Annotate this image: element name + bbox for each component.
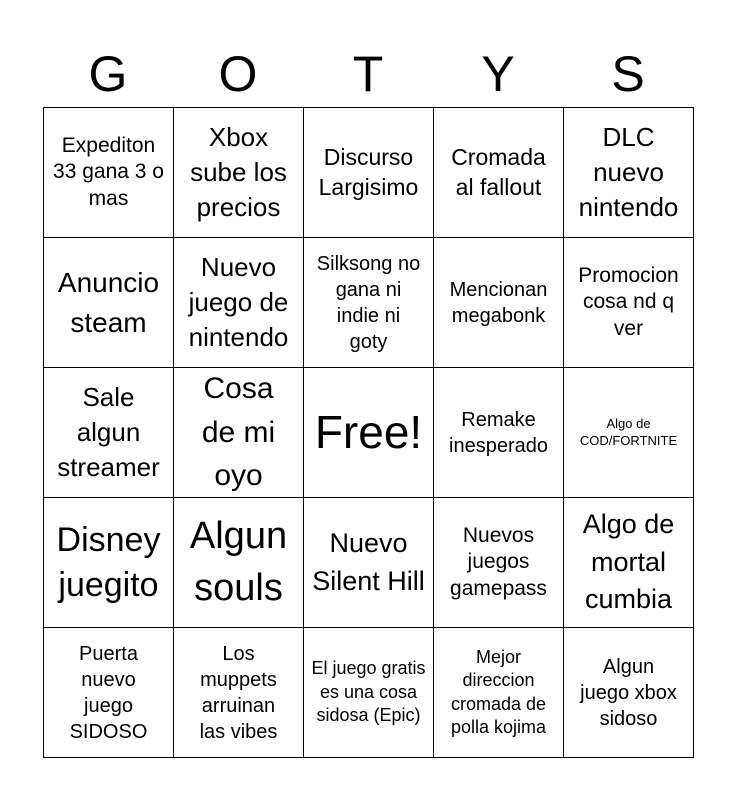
cell-text: Expediton 33 gana 3 o mas [53, 134, 164, 210]
cell-text: Cromada al fallout [451, 143, 546, 200]
bingo-cell-r1c4[interactable] [434, 108, 564, 238]
cell-text: El juego gratis es una cosa sidosa (Epic) [311, 658, 426, 726]
bingo-cell-r4c4[interactable] [434, 498, 564, 628]
bingo-cell-r1c1[interactable] [44, 108, 174, 238]
cell-text: Nuevo Silent Hill [312, 527, 425, 596]
cell-text: Remake inesperado [449, 408, 548, 457]
bingo-cell-r4c5[interactable] [564, 498, 694, 628]
bingo-cell-r5c2[interactable] [174, 628, 304, 758]
cell-text: Anuncio steam [57, 266, 160, 338]
cell-text: DLC nuevo nintendo [578, 121, 679, 223]
bingo-cell-r1c5[interactable] [564, 108, 694, 238]
bingo-cell-r3c4[interactable] [434, 368, 564, 498]
bingo-cell-r5c5[interactable] [564, 628, 694, 758]
bingo-cell-r3c5[interactable] [564, 368, 694, 498]
cell-text: Sale algun streamer [57, 381, 160, 483]
bingo-cell-r5c4[interactable] [434, 628, 564, 758]
cell-text: Cosa de mi oyo [201, 372, 276, 493]
cell-text: Los muppets arruinan las vibes [199, 642, 278, 743]
bingo-header [43, 40, 693, 108]
cell-text: Algun juego xbox sidoso [580, 655, 677, 730]
cell-text: Silksong no gana ni indie ni goty [316, 252, 421, 353]
bingo-cell-r5c3[interactable] [304, 628, 434, 758]
cell-text: Nuevos juegos gamepass [450, 524, 547, 600]
bingo-cell-r3c1[interactable] [44, 368, 174, 498]
header-letter-g: G [88, 46, 128, 102]
cell-text: Algo de COD/FORTNITE [579, 415, 678, 448]
cell-text: Free! [314, 405, 423, 458]
header-letter-y: Y [481, 46, 515, 102]
header-letter-o: O [218, 46, 258, 102]
cell-text: Discurso Largisimo [318, 143, 419, 200]
cell-text: Mejor direccion cromada de polla kojima [450, 646, 547, 737]
bingo-cell-r2c5[interactable] [564, 238, 694, 368]
bingo-cell-r1c3[interactable] [304, 108, 434, 238]
cell-text: Algun souls [189, 515, 288, 609]
cell-text: Disney juegito [56, 521, 161, 604]
bingo-board [43, 107, 694, 758]
bingo-cell-r2c2[interactable] [174, 238, 304, 368]
cell-text: Algo de mortal cumbia [582, 508, 675, 615]
bingo-cell-r2c1[interactable] [44, 238, 174, 368]
bingo-cell-r2c4[interactable] [434, 238, 564, 368]
cell-text: Mencionan megabonk [449, 278, 548, 327]
bingo-cell-r1c2[interactable] [174, 108, 304, 238]
bingo-cell-r4c2[interactable] [174, 498, 304, 628]
cell-text: Promocion cosa nd q ver [578, 264, 679, 340]
bingo-cell-r5c1[interactable] [44, 628, 174, 758]
header-letter-t: T [352, 46, 384, 102]
bingo-cell-r3c2[interactable] [174, 368, 304, 498]
cell-text: Xbox sube los precios [190, 121, 287, 223]
cell-text: Puerta nuevo juego SIDOSO [69, 642, 148, 743]
cell-text: Nuevo juego de nintendo [188, 251, 289, 353]
bingo-cell-r4c3[interactable] [304, 498, 434, 628]
bingo-cell-r2c3[interactable] [304, 238, 434, 368]
header-letter-s: S [611, 46, 645, 102]
bingo-cell-r4c1[interactable] [44, 498, 174, 628]
bingo-cell-free[interactable] [304, 368, 434, 498]
